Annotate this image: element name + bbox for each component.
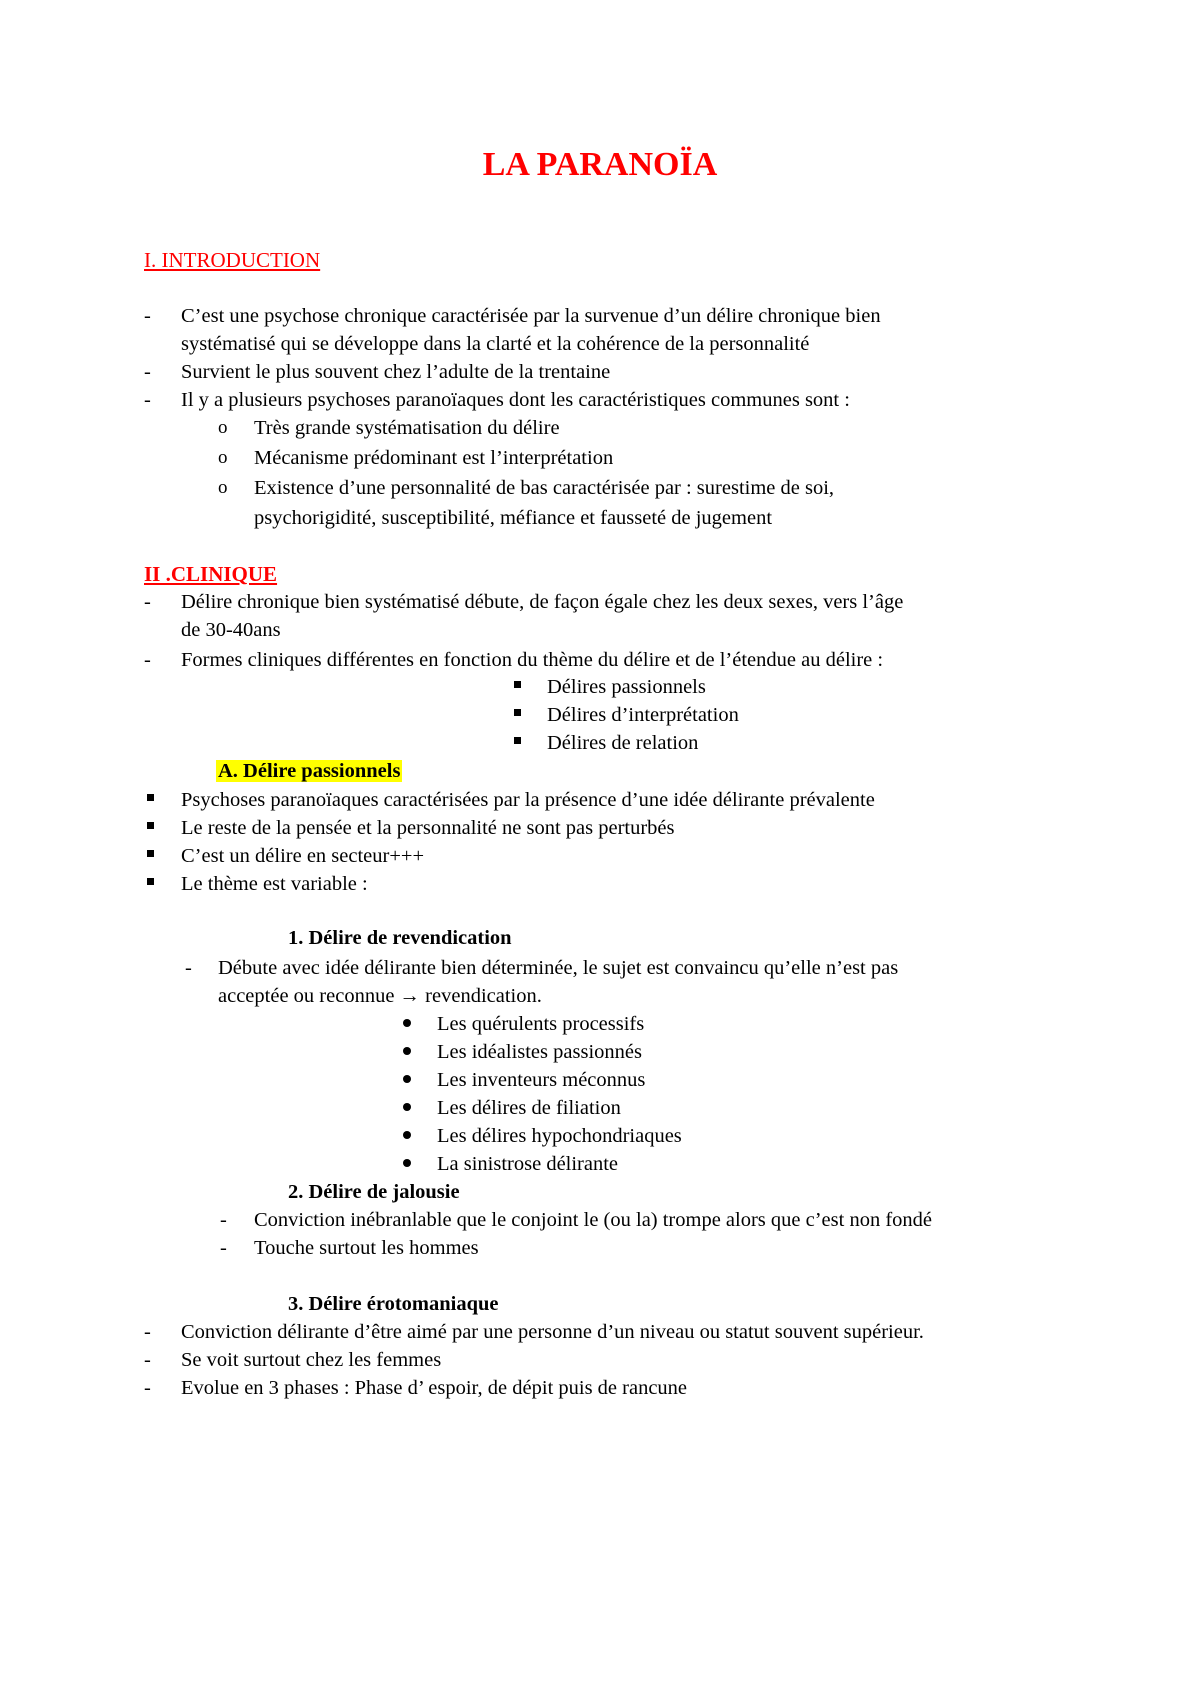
square-bullet-icon bbox=[147, 822, 154, 829]
dash-marker: - bbox=[144, 1377, 151, 1399]
revendication-bullet-3: Les inventeurs méconnus bbox=[437, 1069, 646, 1091]
passionnel-item-4: Le thème est variable : bbox=[181, 873, 368, 895]
dash-marker: - bbox=[220, 1209, 227, 1231]
subsection-heading-3: 3. Délire érotomaniaque bbox=[288, 1293, 499, 1315]
circle-marker: o bbox=[218, 477, 228, 498]
section-heading-clinique: II .CLINIQUE bbox=[144, 562, 278, 586]
round-bullet-icon bbox=[403, 1047, 411, 1055]
round-bullet-icon bbox=[403, 1075, 411, 1083]
subsection-heading-1: 1. Délire de revendication bbox=[288, 927, 512, 949]
clinique-item-1-cont: de 30-40ans bbox=[181, 619, 281, 641]
intro-item-1-cont: systématisé qui se développe dans la clarté et la cohérence de la personnalité bbox=[181, 333, 810, 355]
dash-marker: - bbox=[144, 389, 151, 411]
dash-marker: - bbox=[144, 649, 151, 671]
round-bullet-icon bbox=[403, 1019, 411, 1027]
jalousie-item-2: Touche surtout les hommes bbox=[254, 1237, 479, 1259]
revendication-line-1: Débute avec idée délirante bien déterminée, le sujet est convaincu qu’elle n’est pas bbox=[218, 957, 899, 979]
erotomanie-item-3: Evolue en 3 phases : Phase d’ espoir, de dépit puis de rancune bbox=[181, 1377, 688, 1399]
passionnel-item-3: C’est un délire en secteur+++ bbox=[181, 845, 425, 867]
dash-marker: - bbox=[185, 957, 192, 979]
arrow-right-icon: → bbox=[399, 985, 421, 1007]
clinique-item-2: Formes cliniques différentes en fonction du thème du délire et de l’étendue au délire : bbox=[181, 649, 884, 671]
intro-item-2: Survient le plus souvent chez l’adulte de la trentaine bbox=[181, 361, 611, 383]
revendication-bullet-5: Les délires hypochondriaques bbox=[437, 1125, 682, 1147]
square-bullet-icon bbox=[514, 709, 521, 716]
revendication-bullet-4: Les délires de filiation bbox=[437, 1097, 621, 1119]
passionnel-item-2: Le reste de la pensée et la personnalité ne sont pas perturbés bbox=[181, 817, 675, 839]
revendication-bullet-1: Les quérulents processifs bbox=[437, 1013, 645, 1035]
intro-sub-item-2: Mécanisme prédominant est l’interprétation bbox=[254, 447, 614, 469]
circle-marker: o bbox=[218, 417, 228, 438]
erotomanie-item-2: Se voit surtout chez les femmes bbox=[181, 1349, 442, 1371]
subsection-heading-a: A. Délire passionnels bbox=[218, 760, 401, 782]
square-bullet-icon bbox=[147, 878, 154, 885]
square-bullet-icon bbox=[147, 794, 154, 801]
dash-marker: - bbox=[144, 1349, 151, 1371]
intro-item-1: C’est une psychose chronique caractérisée par la survenue d’un délire chronique bien bbox=[181, 305, 881, 327]
revendication-bullet-2: Les idéalistes passionnés bbox=[437, 1041, 642, 1063]
passionnel-item-1: Psychoses paranoïaques caractérisées par la présence d’une idée délirante prévalente bbox=[181, 789, 875, 811]
dash-marker: - bbox=[144, 361, 151, 383]
circle-marker: o bbox=[218, 447, 228, 468]
square-bullet-icon bbox=[514, 737, 521, 744]
subsection-heading-2: 2. Délire de jalousie bbox=[288, 1181, 460, 1203]
square-bullet-icon bbox=[514, 681, 521, 688]
round-bullet-icon bbox=[403, 1131, 411, 1139]
jalousie-item-1: Conviction inébranlable que le conjoint le (ou la) trompe alors que c’est non fondé bbox=[254, 1209, 933, 1231]
round-bullet-icon bbox=[403, 1103, 411, 1111]
intro-sub-item-3-cont: psychorigidité, susceptibilité, méfiance et fausseté de jugement bbox=[254, 507, 773, 529]
round-bullet-icon bbox=[403, 1159, 411, 1167]
revendication-line-2: acceptée ou reconnue → revendication. bbox=[218, 985, 542, 1007]
form-item-3: Délires de relation bbox=[547, 732, 699, 754]
dash-marker: - bbox=[144, 1321, 151, 1343]
section-heading-introduction: I. INTRODUCTION bbox=[144, 248, 321, 272]
form-item-2: Délires d’interprétation bbox=[547, 704, 739, 726]
dash-marker: - bbox=[220, 1237, 227, 1259]
page-title: LA PARANOÏA bbox=[482, 146, 718, 183]
dash-marker: - bbox=[144, 591, 151, 613]
form-item-1: Délires passionnels bbox=[547, 676, 706, 698]
erotomanie-item-1: Conviction délirante d’être aimé par une personne d’un niveau ou statut souvent supérieur. bbox=[181, 1321, 924, 1343]
square-bullet-icon bbox=[147, 850, 154, 857]
revendication-bullet-6: La sinistrose délirante bbox=[437, 1153, 619, 1175]
clinique-item-1: Délire chronique bien systématisé débute, de façon égale chez les deux sexes, vers l’âge bbox=[181, 591, 904, 613]
intro-sub-item-1: Très grande systématisation du délire bbox=[254, 417, 560, 439]
intro-sub-item-3: Existence d’une personnalité de bas caractérisée par : surestime de soi, bbox=[254, 477, 835, 499]
dash-marker: - bbox=[144, 305, 151, 327]
intro-item-3: Il y a plusieurs psychoses paranoïaques dont les caractéristiques communes sont : bbox=[181, 389, 850, 411]
